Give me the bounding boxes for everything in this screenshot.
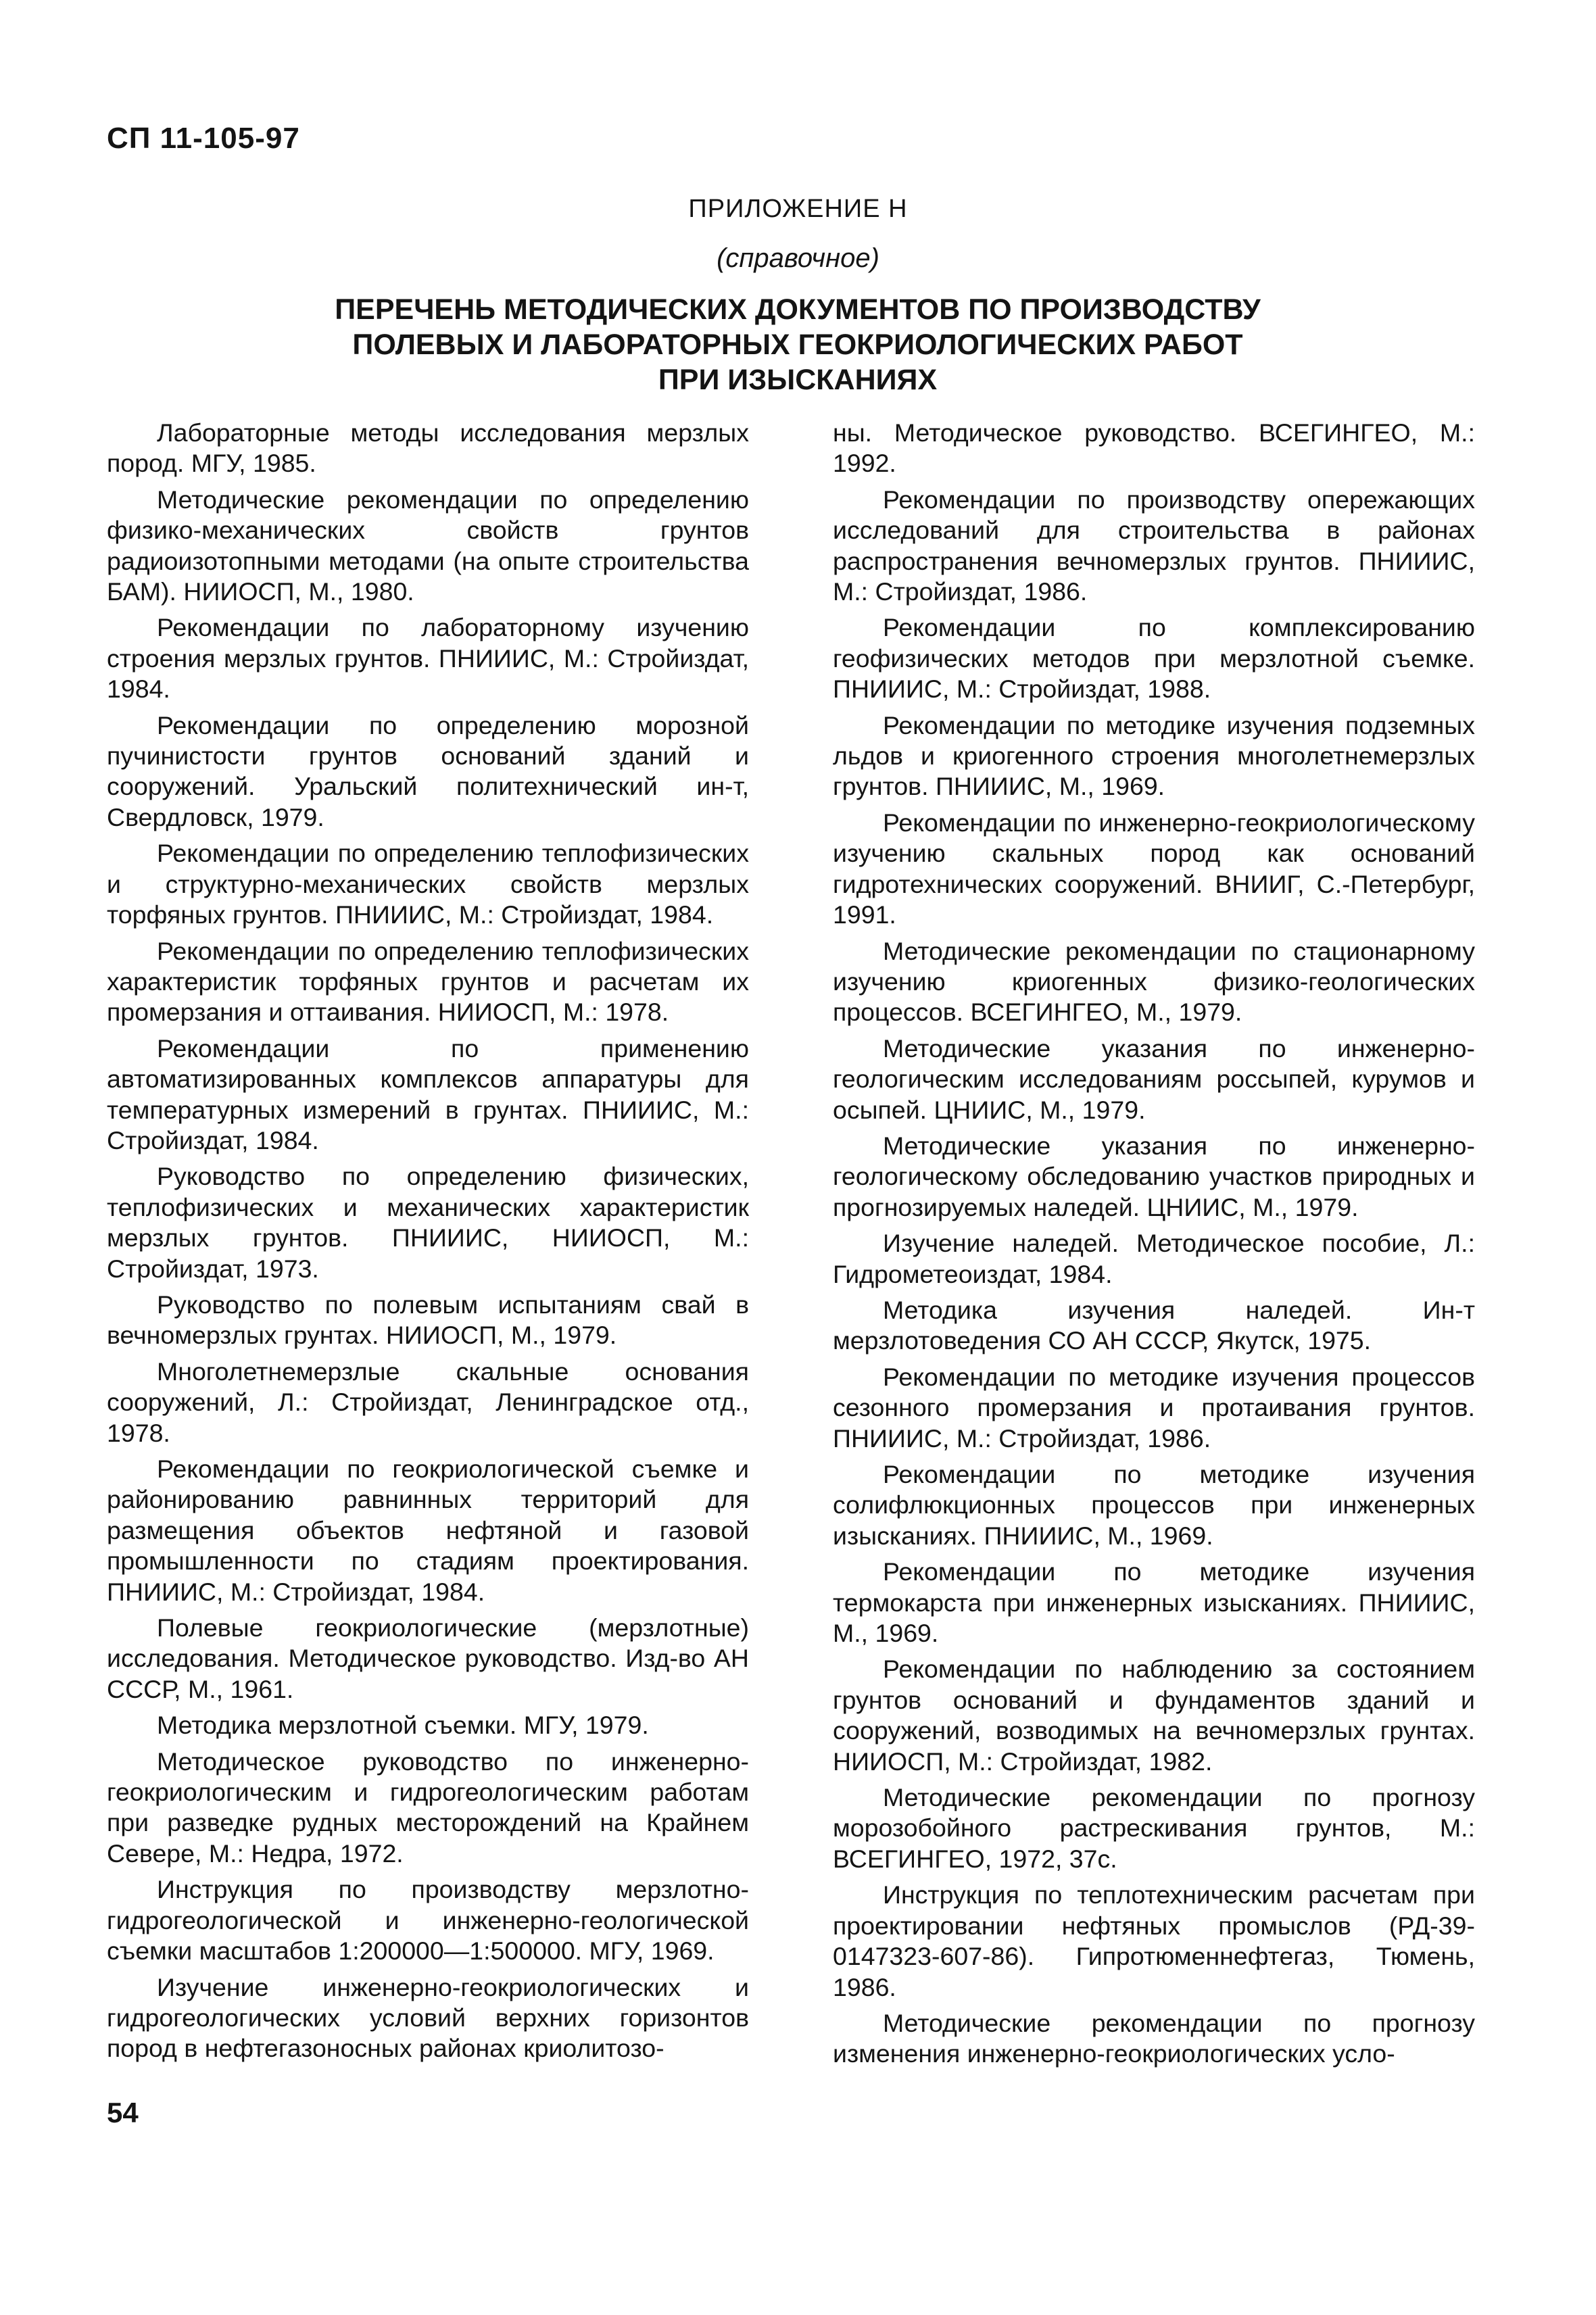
list-item: Методические рекомендации по определению физико-механических свойств грунтов радиоизотопными методами (на опыте строительства БАМ). НИИОСП, М., 1980.: [107, 485, 749, 606]
list-item: Рекомендации по наблюдению за состоянием грунтов оснований и фундаментов зданий и сооружений, возводимых на вечномерзлых грунтах. НИИОСП, М.: Стройиздат, 1982.: [833, 1655, 1475, 1776]
list-item: Рекомендации по комплексированию геофизических методов при мерзлотной съемке. ПНИИИС, М.: Стройиздат, 1988.: [833, 613, 1475, 704]
list-item: Изучение инженерно-геокриологических и гидрогеологических условий верхних горизонтов пород в нефтегазоносных районах криолитозо-: [107, 1972, 749, 2063]
list-item: Инструкция по производству мерзлотно-гидрогеологической и инженерно-геологической съемки масштабов 1:200000—1:500000. МГУ, 1969.: [107, 1875, 749, 1966]
appendix-type: (справочное): [717, 243, 879, 273]
title-line: ПРИ ИЗЫСКАНИЯХ: [658, 364, 938, 396]
list-item: Методические рекомендации по прогнозу морозобойного растрескивания грунтов, М.: ВСЕГИНГЕО, 1972, 37с.: [833, 1783, 1475, 1873]
appendix-label: ПРИЛОЖЕНИЕ Н: [688, 195, 908, 223]
list-item: Полевые геокриологические (мерзлотные) исследования. Методическое руководство. Изд-во АН СССР, М., 1961.: [107, 1613, 749, 1703]
list-item: Рекомендации по методике изучения подземных льдов и криогенного строения многолетнемерзлых грунтов. ПНИИИС, М., 1969.: [833, 710, 1475, 801]
list-item: Рекомендации по применению автоматизированных комплексов аппаратуры для температурных измерений в грунтах. ПНИИИС, М.: Стройиздат, 1984.: [107, 1033, 749, 1154]
list-item: Рекомендации по методике изучения солифлюкционных процессов при инженерных изысканиях. ПНИИИС, М., 1969.: [833, 1460, 1475, 1550]
list-item: Рекомендации по определению теплофизических и структурно-механических свойств мерзлых торфяных грунтов. ПНИИИС, М.: Стройиздат, 1984.: [107, 839, 749, 929]
right-column: [833, 418, 1475, 2075]
list-item: Методические рекомендации по стационарному изучению криогенных физико-геологических процессов. ВСЕГИНГЕО, М., 1979.: [833, 936, 1475, 1027]
list-item: Рекомендации по методике изучения термокарста при инженерных изысканиях. ПНИИИС, М., 1969.: [833, 1557, 1475, 1648]
list-item: Методика мерзлотной съемки. МГУ, 1979.: [157, 1711, 649, 1740]
list-item: Рекомендации по производству опережающих исследований для строительства в районах распространения вечномерзлых грунтов. ПНИИИС, М.: Стройиздат, 1986.: [833, 485, 1475, 606]
list-item: Многолетнемерзлые скальные основания сооружений, Л.: Стройиздат, Ленинградское отд., 1978.: [107, 1357, 749, 1447]
list-item: Рекомендации по определению теплофизических характеристик торфяных грунтов и расчетам их промерзания и оттаивания. НИИОСП, М.: 1978.: [107, 936, 749, 1027]
list-item: Руководство по определению физических, теплофизических и механических характеристик мерзлых грунтов. ПНИИИС, НИИОСП, М.: Стройиздат, 1973.: [107, 1162, 749, 1283]
list-item-continuation: ны. Методическое руководство. ВСЕГИНГЕО, М.: 1992.: [833, 418, 1475, 478]
list-item: Методические указания по инженерно-геологическому обследованию участков природных и прогнозируемых наледей. ЦНИИС, М., 1979.: [833, 1131, 1475, 1221]
list-item: Рекомендации по методике изучения процессов сезонного промерзания и протаивания грунтов. ПНИИИС, М.: Стройиздат, 1986.: [833, 1362, 1475, 1453]
title-line: ПЕРЕЧЕНЬ МЕТОДИЧЕСКИХ ДОКУМЕНТОВ ПО ПРОИЗВОДСТВУ: [335, 293, 1261, 326]
list-item: Рекомендации по геокриологической съемке и районированию равнинных территорий для размещения объектов нефтяной и газовой промышленности по стадиям проектирования. ПНИИИС, М.: Стройиздат, 1984.: [107, 1455, 749, 1606]
list-item: Рекомендации по инженерно-геокриологическому изучению скальных пород как оснований гидротехнических сооружений. ВНИИГ, С.-Петербург, 1991.: [833, 808, 1475, 929]
page-number: 54: [107, 2097, 139, 2128]
list-item: Рекомендации по определению морозной пучинистости грунтов оснований зданий и сооружений. Уральский политехнический ин-т, Свердловск, 1979.: [107, 710, 749, 831]
doc-code-header: СП 11-105-97: [107, 122, 300, 155]
list-item: Методика изучения наледей. Ин-т мерзлотоведения СО АН СССР, Якутск, 1975.: [833, 1295, 1475, 1355]
page-title: [257, 292, 1338, 397]
list-item: Изучение наледей. Методическое пособие, Л.: Гидрометеоиздат, 1984.: [833, 1229, 1475, 1288]
list-item: Руководство по полевым испытаниям свай в вечномерзлых грунтах. НИИОСП, М., 1979.: [107, 1290, 749, 1350]
list-item: Лабораторные методы исследования мерзлых пород. МГУ, 1985.: [107, 418, 749, 478]
list-item: Методические указания по инженерно-геологическим исследованиям россыпей, курумов и осыпей. ЦНИИС, М., 1979.: [833, 1033, 1475, 1124]
list-item: Рекомендации по лабораторному изучению строения мерзлых грунтов. ПНИИИС, М.: Стройиздат, 1984.: [107, 613, 749, 704]
title-line: ПОЛЕВЫХ И ЛАБОРАТОРНЫХ ГЕОКРИОЛОГИЧЕСКИХ РАБОТ: [352, 328, 1243, 361]
left-column: [107, 418, 749, 2070]
list-item: Инструкция по теплотехническим расчетам при проектировании нефтяных промыслов (РД-39-0147323-607-86). Гипротюменнефтегаз, Тюмень, 1986.: [833, 1880, 1475, 2001]
list-item: Методическое руководство по инженерно-геокриологическим и гидрогеологическим работам при разведке рудных месторождений на Крайнем Севере, М.: Недра, 1972.: [107, 1747, 749, 1868]
list-item: Методические рекомендации по прогнозу изменения инженерно-геокриологических усло-: [833, 2008, 1475, 2068]
